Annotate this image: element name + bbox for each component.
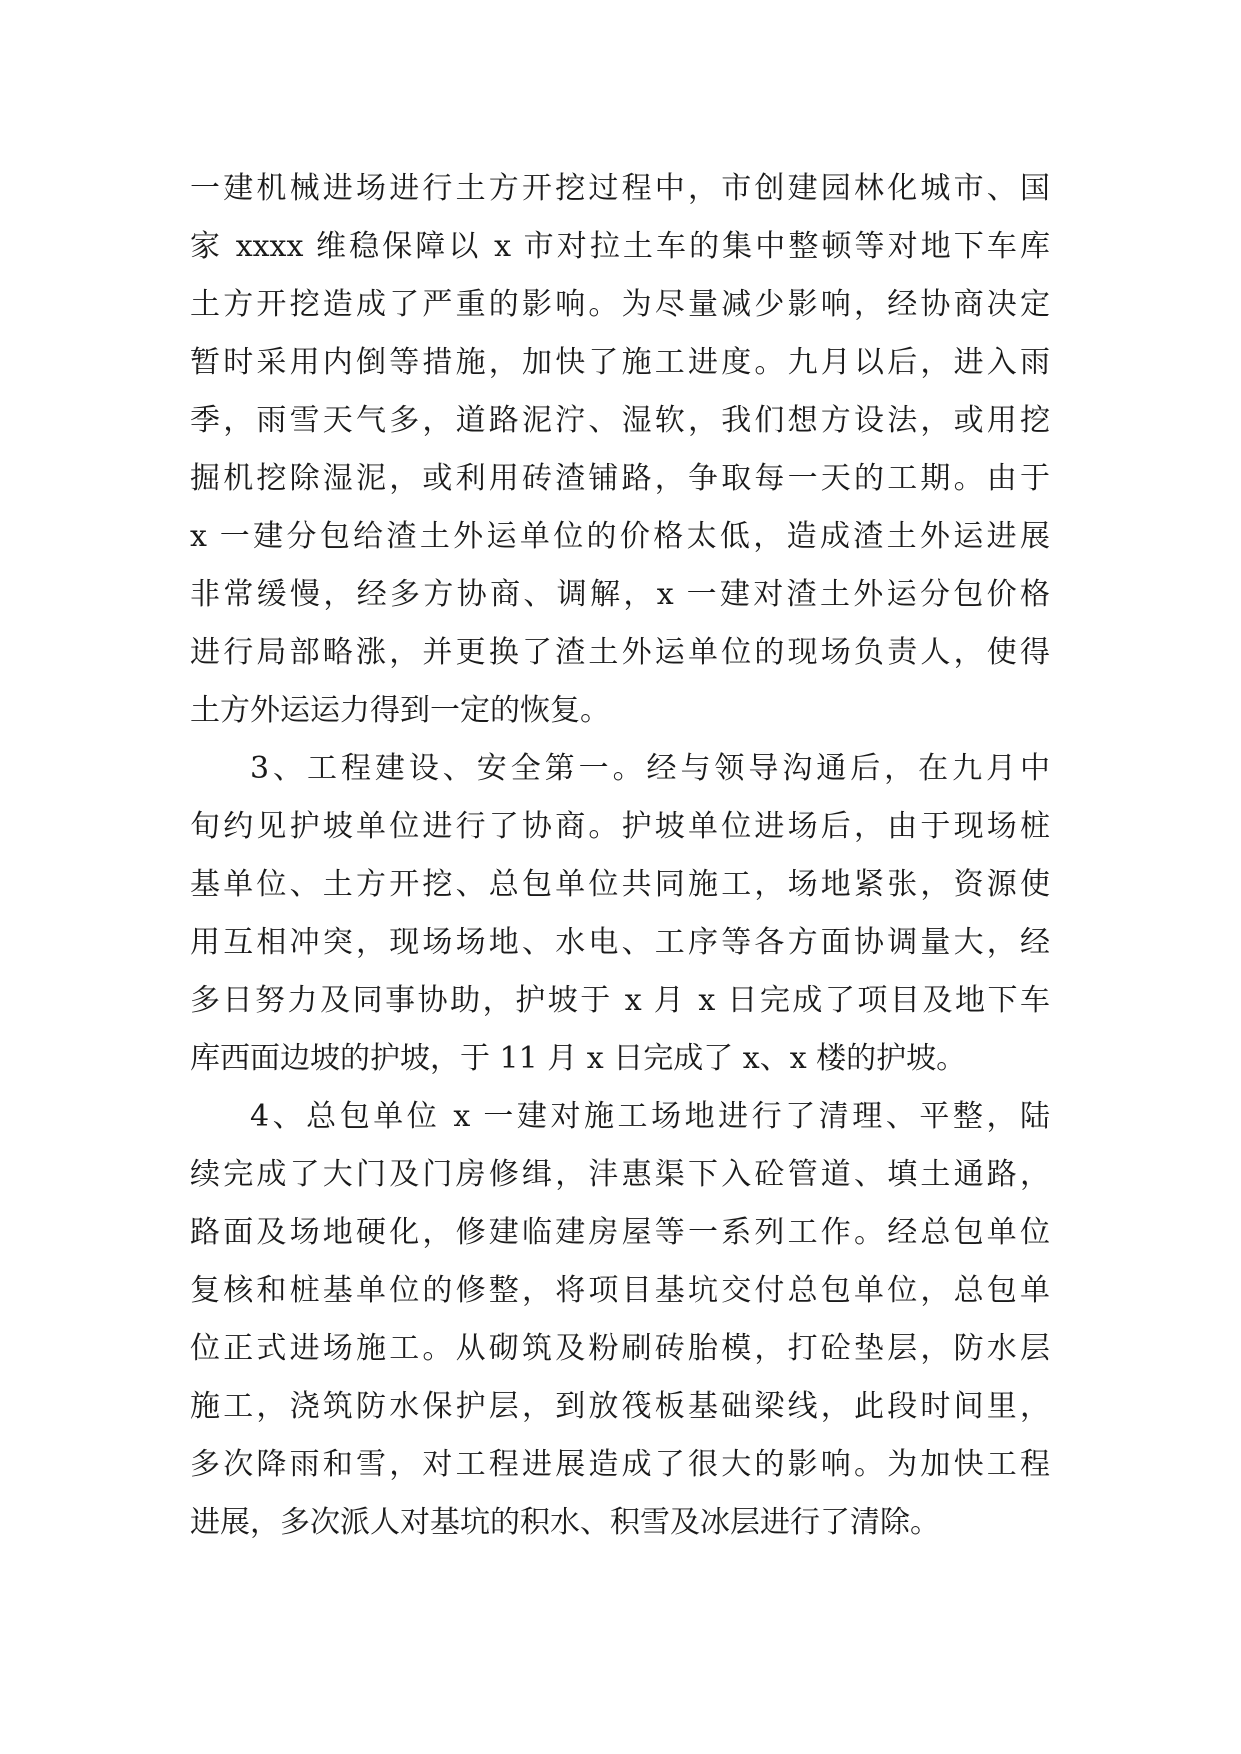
text-line: 掘机挖除湿泥，或利用砖渣铺路，争取每一天的工期。由于 — [190, 461, 1050, 496]
text-line: 进行局部略涨，并更换了渣土外运单位的现场负责人，使得 — [190, 635, 1050, 670]
text-line: 土方开挖造成了严重的影响。为尽量减少影响，经协商决定 — [190, 287, 1050, 322]
text-line: 位正式进场施工。从砌筑及粉刷砖胎模，打砼垫层，防水层 — [190, 1331, 1050, 1366]
paragraph-2 — [190, 740, 1050, 1088]
text-line: 续完成了大门及门房修缉，沣惠渠下入砼管道、填土通路， — [190, 1157, 1050, 1192]
text-line: 旬约见护坡单位进行了协商。护坡单位进场后，由于现场桩 — [190, 809, 1050, 844]
text-line: 土方外运运力得到一定的恢复。 — [190, 693, 610, 728]
body-text — [190, 160, 1050, 1552]
paragraph-1 — [190, 160, 1050, 740]
text-line: 非常缓慢，经多方协商、调解，x 一建对渣土外运分包价格 — [190, 577, 1050, 612]
text-line: 多次降雨和雪，对工程进展造成了很大的影响。为加快工程 — [190, 1447, 1050, 1482]
text-line: 路面及场地硬化，修建临建房屋等一系列工作。经总包单位 — [190, 1215, 1050, 1250]
text-line: x 一建分包给渣土外运单位的价格太低，造成渣土外运进展 — [190, 519, 1050, 554]
text-line: 库西面边坡的护坡，于 11 月 x 日完成了 x、x 楼的护坡。 — [190, 1041, 967, 1076]
text-line: 基单位、土方开挖、总包单位共同施工，场地紧张，资源使 — [190, 867, 1050, 902]
text-line: 4、总包单位 x 一建对施工场地进行了清理、平整，陆 — [250, 1099, 1050, 1134]
text-line: 施工，浇筑防水保护层，到放筏板基础梁线，此段时间里， — [190, 1389, 1050, 1424]
text-line: 家 xxxx 维稳保障以 x 市对拉土车的集中整顿等对地下车库 — [190, 229, 1050, 264]
text-line: 暂时采用内倒等措施，加快了施工进度。九月以后，进入雨 — [190, 345, 1050, 380]
text-line: 3、工程建设、安全第一。经与领导沟通后，在九月中 — [250, 751, 1050, 786]
text-line: 多日努力及同事协助，护坡于 x 月 x 日完成了项目及地下车 — [190, 983, 1050, 1018]
text-line: 季，雨雪天气多，道路泥泞、湿软，我们想方设法，或用挖 — [190, 403, 1050, 438]
text-line: 一建机械进场进行土方开挖过程中，市创建园林化城市、国 — [190, 171, 1050, 206]
text-line: 进展，多次派人对基坑的积水、积雪及冰层进行了清除。 — [190, 1505, 940, 1540]
paragraph-3 — [190, 1088, 1050, 1552]
text-line: 复核和桩基单位的修整，将项目基坑交付总包单位，总包单 — [190, 1273, 1050, 1308]
text-line: 用互相冲突，现场场地、水电、工序等各方面协调量大，经 — [190, 925, 1050, 960]
